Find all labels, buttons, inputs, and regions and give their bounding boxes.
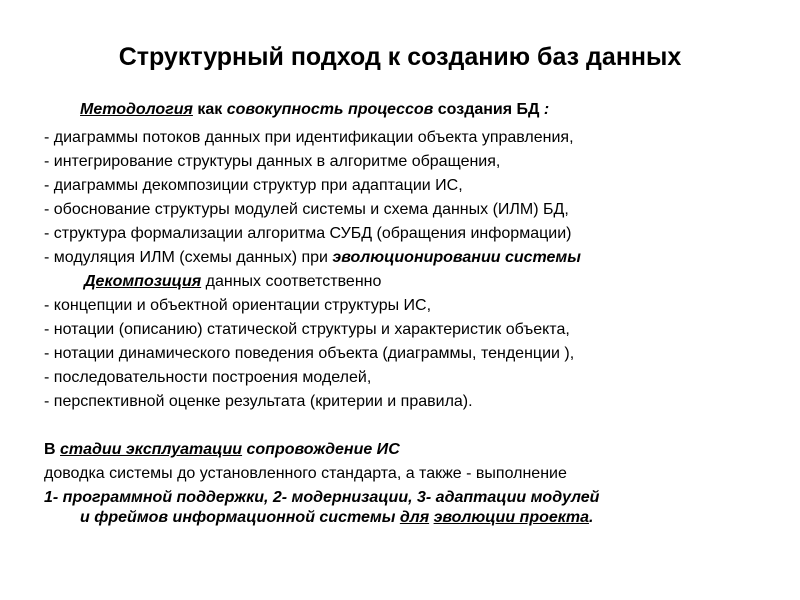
decomposition-item: - последовательности построения моделей, xyxy=(44,369,372,386)
operation-heading-term: стадии эксплуатации xyxy=(60,441,243,458)
methodology-heading-part-2: совокупность процессов xyxy=(226,101,434,118)
methodology-last-emph: эволюционировании системы xyxy=(332,249,581,266)
slide-title: Структурный подход к созданию баз данных xyxy=(118,43,682,71)
decomposition-item: - нотации динамического поведения объекта (диаграммы, тенденции ), xyxy=(44,345,575,362)
methodology-item: - структура формализации алгоритма СУБД (обращения информации) xyxy=(44,225,572,242)
methodology-heading-part-3: создания БД xyxy=(433,101,540,118)
methodology-item: - диаграммы потоков данных при идентификации объекта управления, xyxy=(44,129,574,146)
operation-final-for: для xyxy=(399,509,430,526)
decomposition-heading-rest: данных соответственно xyxy=(201,273,382,290)
decomposition-item: - нотации (описанию) статической структуры и характеристик объекта, xyxy=(44,321,570,338)
operation-heading xyxy=(44,438,400,462)
operation-line: доводка системы до установленного стандарта, а также - выполнение xyxy=(44,465,567,482)
operation-line-bold: 1- программной поддержки, 2- модернизации, 3- адаптации модулей xyxy=(44,489,600,506)
methodology-item-last xyxy=(44,246,581,270)
operation-final-period: . xyxy=(589,509,594,526)
operation-heading-rest: сопровождение ИС xyxy=(242,441,400,458)
operation-final-prefix: и фреймов информационной системы xyxy=(80,509,400,526)
methodology-item: - обоснование структуры модулей системы и схема данных (ИЛМ) БД, xyxy=(44,201,569,218)
methodology-heading-colon: : xyxy=(539,101,550,118)
decomposition-item: - концепции и объектной ориентации структуры ИС, xyxy=(44,297,432,314)
operation-heading-prefix: В xyxy=(44,441,60,458)
methodology-term: Методология xyxy=(80,101,193,118)
decomposition-item: - перспективной оценке результата (критерии и правила). xyxy=(44,393,473,410)
decomposition-term: Декомпозиция xyxy=(84,273,202,290)
methodology-item: - диаграммы декомпозиции структур при адаптации ИС, xyxy=(44,177,463,194)
methodology-last-prefix: - модуляция ИЛМ (схемы данных) при xyxy=(44,249,333,266)
operation-final-evolution: эволюции проекта xyxy=(433,509,589,526)
methodology-heading xyxy=(80,98,549,122)
methodology-item: - интегрирование структуры данных в алгоритме обращения, xyxy=(44,153,501,170)
methodology-heading-part-1: как xyxy=(192,101,227,118)
decomposition-heading xyxy=(84,270,381,294)
operation-line-final xyxy=(80,506,593,530)
